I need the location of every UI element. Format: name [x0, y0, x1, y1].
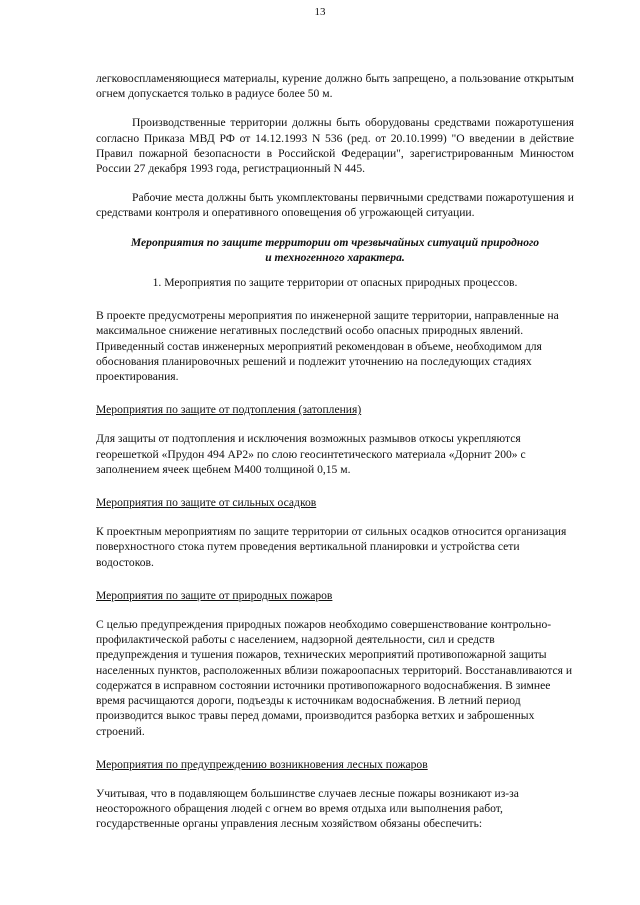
- heading-flooding: Мероприятия по защите от подтопления (затопления): [96, 403, 362, 417]
- section-title: [96, 235, 574, 265]
- heading-wildfires: Мероприятия по защите от природных пожаров: [96, 588, 333, 602]
- paragraph-workplaces: Рабочие места должны быть укомплектованы первичными средствами пожаротушения и средствами контроля и оперативного оповещения об угрожающей ситуации.: [96, 191, 574, 220]
- page-content: [96, 71, 574, 832]
- section-title-line-2: и техногенного характера.: [265, 250, 405, 264]
- subsection-natural-processes: 1. Мероприятия по защите территории от опасных природных процессов.: [152, 276, 518, 290]
- paragraph-wildfires: С целью предупреждения природных пожаров необходимо совершенствование контрольно-профилактической работы с населением, надзорной деятельности, сил и средств предупреждения и тушения пожаров, технических мероприятий противопожарной защиты населенных пунктов, расположенных вблизи пожароопасных территорий. Восстанавливаются и содержатся в исправном состоянии источники противопожарного водоснабжения. В зимнее время расчищаются дороги, подъезды к источникам водоснабжения. В летний период производится выкос травы перед домами, производится разборка ветхих и заброшенных строений.: [96, 618, 573, 738]
- paragraph-intro: В проекте предусмотрены мероприятия по инженерной защите территории, направленные на максимальное снижение негативных последствий особо опасных природных явлений. Приведенный состав инженерных мероприятий рекомендован в объеме, необходимом для обоснования планировочных решений и подлежит уточнению на последующих стадиях проектирования.: [96, 309, 559, 384]
- section-title-line-1: Мероприятия по защите территории от чрезвычайных ситуаций природного: [130, 235, 540, 249]
- paragraph-open-fire: легковоспламеняющиеся материалы, курение должно быть запрещено, а пользование открытым огнем допускается только в радиусе более 50 м.: [96, 72, 574, 101]
- paragraph-flooding: Для защиты от подтопления и исключения возможных размывов откосы укрепляются георешеткой «Прудон 494 АР2» по слою геосинтетического материала «Дорнит 200» с заполнением ячеек щебнем М400 толщиной 0,15 м.: [96, 432, 526, 476]
- paragraph-precipitation: К проектным мероприятиям по защите территории от сильных осадков относится организация поверхностного стока путем проведения вертикальной планировки и устройства сети водостоков.: [96, 525, 567, 569]
- heading-forest-fires: Мероприятия по предупреждению возникновения лесных пожаров: [96, 757, 428, 771]
- paragraph-forest-fires: Учитывая, что в подавляющем большинстве случаев лесные пожары возникают из-за неосторожного обращения людей с огнем во время отдыха или выполнения работ, государственные органы управления лесным хозяйством обязаны обеспечить:: [96, 786, 519, 831]
- heading-precipitation: Мероприятия по защите от сильных осадков: [96, 496, 317, 510]
- page-number: 13: [314, 6, 326, 18]
- paragraph-fire-equipment: Производственные территории должны быть оборудованы средствами пожаротушения согласно Приказа МВД РФ от 14.12.1993 N 536 (ред. от 20.10.1999) "О введении в действие Правил пожарной безопасности в Российской Федерации", зарегистрированным Минюстом России 27 декабря 1993 года, регистрационный N 445.: [96, 116, 574, 176]
